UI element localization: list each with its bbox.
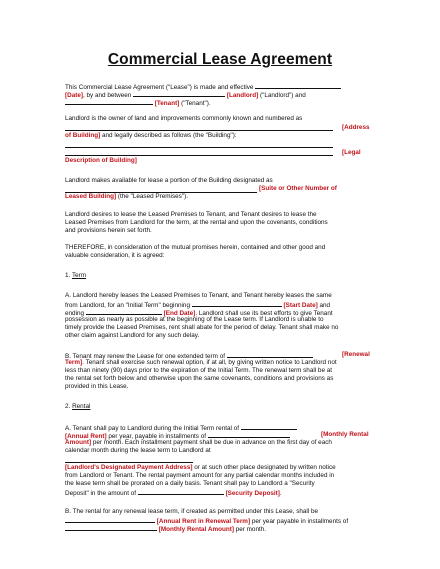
payment-address-field: [Landlord's Designated Payment Address] (65, 464, 193, 471)
end-date-field: [End Date] (163, 310, 196, 317)
suite-field: [Suite or Other Number of (259, 185, 337, 192)
land-line-2 (65, 132, 237, 140)
annual-renewal-rent-field: [Annual Rent in Renewal Term] (156, 518, 251, 525)
land-text: Landlord is the owner of land and improvements commonly known and numbered as (65, 115, 303, 122)
intro-text: ("Tenant"). (179, 100, 211, 107)
landlord-field: [Landlord] (226, 92, 259, 99)
intro-text: ("Landlord") and (258, 92, 306, 99)
section-2-heading: 2. Rental (65, 403, 91, 410)
desire-line-2: Leased Premises from Landlord for the term, at the rental and upon the covenants, conditions (65, 219, 328, 226)
term-a-line-6: other claim against Landlord for any such delay. (65, 332, 200, 339)
premises-line-2 (65, 193, 188, 201)
address-blank (65, 130, 333, 131)
term-b-line-1: B. Tenant may renew the Lease for one extended term of (65, 351, 313, 361)
term-a-line-5: timely provide the Leased Premises, rent shall abate for the period of delay. Tenant shall make no (65, 324, 339, 331)
term-b-line-2: Term]. Tenant shall exercise such renewal option, if at all, by giving written notice to Landlord not (65, 359, 337, 366)
date-field: [Date] (65, 92, 83, 99)
legal-blank-1 (65, 147, 333, 148)
rental-a-line-8: Deposit" in the amount of [Security Deposit]. (65, 490, 282, 497)
legal-field-2: Description of Building] (65, 157, 137, 164)
blank-line (65, 98, 153, 105)
rental-b-line-2: [Annual Rent in Renewal Term] per year payable in installments of (65, 516, 348, 526)
blank-line (241, 423, 297, 430)
term-b-line-3: less than ninety (90) days prior to the expiration of the Initial Term. The renewal term shall be at (65, 367, 333, 374)
desire-line-1: Landlord desires to lease the Leased Premises to Tenant, and Tenant desires to lease the (65, 211, 317, 218)
premises-text: (the "Leased Premises"). (116, 193, 188, 200)
blank-line (133, 90, 225, 97)
rental-a-line-6: from Landlord or Tenant. The rental payment amount for any partial calendar months included in (65, 472, 335, 479)
intro-line-3 (65, 98, 211, 108)
blank-line (65, 524, 157, 531)
intro-text: This Commercial Lease Agreement ("Lease") is made and effective (65, 84, 254, 91)
term-b-line-5: provided in this Lease. (65, 383, 129, 390)
rental-a-line-4: calendar month during the lease term to Landlord at (65, 447, 211, 454)
blank-line (227, 351, 313, 358)
address-blank (65, 462, 193, 463)
blank-line (192, 300, 282, 307)
therefore-line-1: THEREFORE, in consideration of the mutual promises herein, contained and other good and (65, 244, 326, 251)
document-title: Commercial Lease Agreement (107, 51, 333, 68)
address-field-1: [Address (342, 124, 370, 131)
tenant-field: [Tenant] (154, 100, 180, 107)
address-field-2: of Building] (65, 132, 101, 139)
start-date-field: [Start Date] (283, 302, 318, 309)
blank-line (86, 308, 162, 315)
annual-rent-field: [Annual Rent] (65, 433, 107, 440)
blank-line (65, 516, 155, 523)
section-1-heading: 1. Term (65, 272, 87, 279)
intro-text: , by and between (82, 92, 132, 99)
premises-text: Landlord makes available for lease a portion of the Building designated as (65, 177, 273, 184)
term-a-line-4: possession as nearly as possible at the beginning of the Lease term. If Landlord is unable to (65, 316, 324, 323)
term-a-line-3: ending [End Date]. Landlord shall use its best efforts to give Tenant (65, 310, 333, 317)
legal-field-1: [Legal (342, 149, 361, 156)
monthly-rental-field-1: [Monthly Rental (321, 431, 369, 438)
rental-a-line-5: [Landlord's Designated Payment Address] or at such other place designated by written notice (65, 464, 336, 471)
land-text: and legally described as follows (the "Building"): (100, 132, 237, 139)
rental-a-line-2: [Annual Rent] per year, payable in installments of (65, 431, 290, 441)
legal-blank-2 (65, 155, 333, 156)
desire-line-3: and provisions herein set forth. (65, 227, 152, 234)
land-line-1 (65, 115, 302, 123)
term-a-line-1: A. Landlord hereby leases the Leased Premises to Tenant, and Tenant hereby leases the same (65, 292, 332, 299)
security-deposit-field: [Security Deposit] (225, 490, 280, 497)
therefore-line-2: valuable consideration, it is agreed: (65, 252, 165, 259)
rental-b-line-1: B. The rental for any renewal lease term, if created as permitted under this Lease, shall be (65, 508, 319, 515)
renewal-field-1: [Renewal (342, 351, 370, 358)
rental-a-line-7: the lease term shall be prorated on a daily basis. Tenant shall pay to Landlord a "Security (65, 480, 315, 487)
monthly-renewal-rent-field: [Monthly Rental Amount] (158, 526, 234, 533)
premises-line-1 (65, 177, 273, 185)
term-b-line-4: the rental set forth below and otherwise upon the same covenants, conditions and provisions as (65, 375, 334, 382)
rental-a-line-1: A. Tenant shall pay to Landlord during the Initial Term rental of (65, 423, 297, 433)
blank-line (138, 488, 224, 495)
rental-b-line-3: [Monthly Rental Amount] per month. (65, 524, 266, 534)
renewal-field-2: Term] (65, 359, 83, 366)
leased-building-field: Leased Building] (65, 193, 117, 200)
blank-line (255, 82, 341, 89)
monthly-rental-field-2: Amount] (65, 439, 92, 446)
rental-a-line-3: Amount] per month. Each installment payment shall be due in advance on the first day of each (65, 439, 332, 446)
term-a-line-2: from Landlord, for an "Initial Term" beginning [Start Date] and (65, 302, 331, 309)
blank-line (208, 431, 290, 438)
